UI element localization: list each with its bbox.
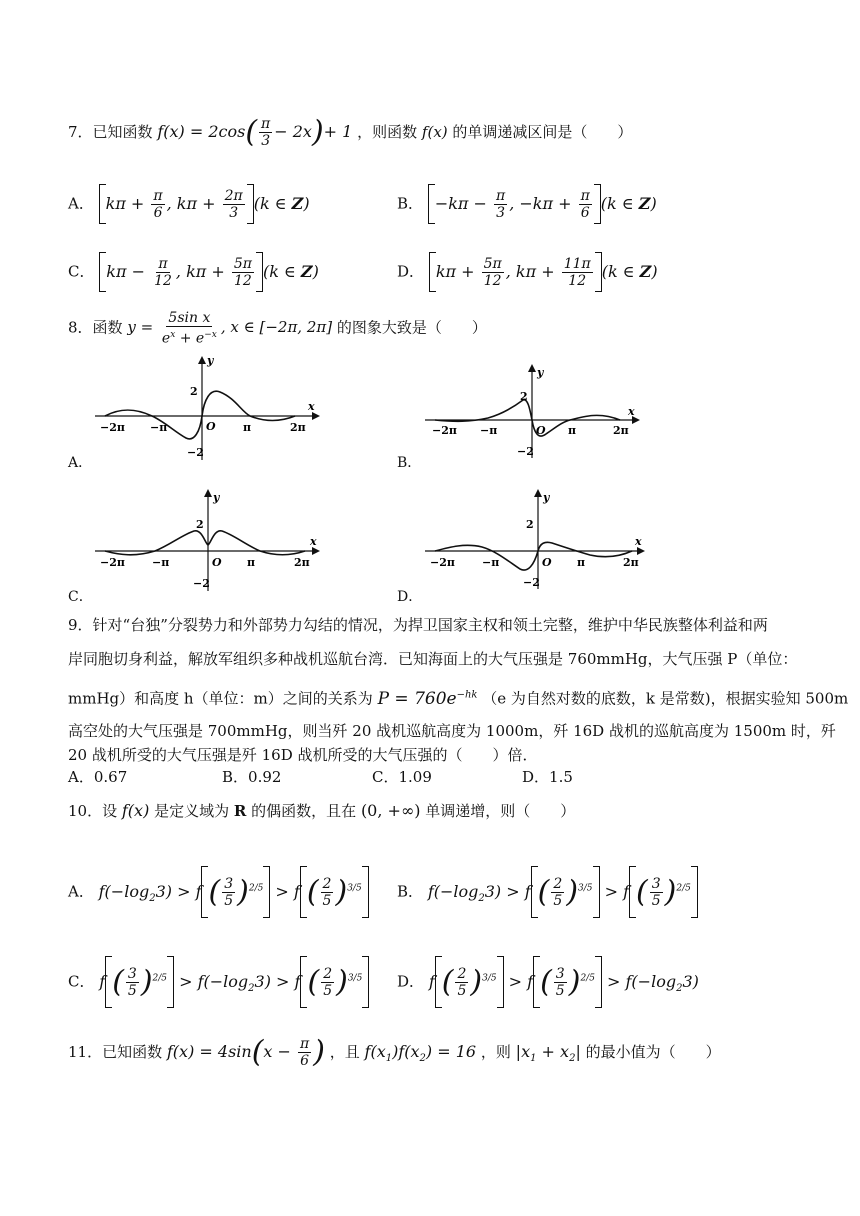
- option-label: D．: [397, 972, 425, 991]
- tick-pi: π: [577, 556, 586, 569]
- q9-option-a[interactable]: [68, 766, 127, 788]
- origin-label: O: [206, 420, 216, 433]
- tick-2: 2: [520, 390, 528, 403]
- q11-mid2: ，则: [480, 1043, 511, 1061]
- q10-option-d[interactable]: [397, 956, 699, 1008]
- q8-label-c[interactable]: C．: [68, 589, 93, 605]
- tick-pi: π: [243, 421, 252, 434]
- option-label: D．: [522, 768, 550, 786]
- tick-pi: π: [247, 556, 256, 569]
- q9-line-4: 高空处的大气压强是 700mmHg，则当歼 20 战机巡航高度为 1000m，歼 16D 战机的巡航高度为 1500m 时，歼: [68, 722, 836, 740]
- tick-negpi: −π: [152, 556, 170, 569]
- x-label: x: [635, 535, 642, 548]
- q10-interval: (0, +∞): [360, 801, 421, 820]
- q7-stem: [68, 116, 632, 149]
- q8-stem: [68, 310, 487, 347]
- q10-mid2: 的偶函数，且在: [251, 802, 357, 820]
- y-arrow-icon: [528, 364, 536, 372]
- q8-tail: 的图象大致是（ ）: [336, 318, 487, 337]
- q7-tail: ，则函数: [357, 123, 418, 141]
- q7-option-a[interactable]: [68, 184, 310, 224]
- option-text: 0.92: [248, 768, 282, 786]
- q9-line-5: 20 战机所受的大气压强是歼 16D 战机所受的大气压强的（ ）倍．: [68, 746, 538, 764]
- q8-number: 8．函数: [68, 318, 123, 337]
- tick-pi: π: [568, 424, 577, 437]
- tick-2pi: 2π: [290, 421, 306, 434]
- q7-option-a-formula: kπ + $\frac{\pi}{6}$ , kπ + $\frac{2\pi}{3}$ (k ∈ Z): [99, 194, 310, 213]
- q9-option-d[interactable]: [522, 766, 573, 788]
- curve: [435, 542, 632, 570]
- q10-mid: 是定义域为: [154, 802, 230, 820]
- y-label: y: [537, 366, 544, 379]
- tick-2pi: 2π: [613, 424, 629, 437]
- tick-negpi: −π: [150, 421, 168, 434]
- option-label: B．: [222, 768, 249, 786]
- q9-line-3: [68, 684, 848, 710]
- q10-option-a[interactable]: [68, 866, 369, 918]
- q10-option-b[interactable]: [397, 866, 698, 918]
- q7-tail3: 的单调递减区间是（ ）: [452, 123, 633, 141]
- option-label: C．: [372, 768, 399, 786]
- tick-2: 2: [196, 518, 204, 531]
- q9-option-c[interactable]: [372, 766, 432, 788]
- q8-graph-b[interactable]: [420, 358, 650, 463]
- option-text: 0.67: [93, 768, 128, 786]
- origin-label: O: [212, 556, 222, 569]
- q10-option-c-formula: f ( $\frac{3}{5}$ )$^{2/5} > f(-\log_23) > f$ ( $\frac{2}{5}$ )$^{3/5}$: [99, 972, 369, 991]
- q7-number: 7．已知函数: [68, 123, 153, 141]
- q10-R: R: [233, 802, 247, 820]
- y-arrow-icon: [534, 489, 542, 497]
- origin-label: O: [542, 556, 552, 569]
- q7-option-b-formula: −kπ − $\frac{\pi}{3}$ , −kπ + $\frac{\pi}{6}$ (k ∈ Z): [428, 194, 657, 213]
- option-label: A．: [68, 194, 94, 213]
- q7-func: f(x) = 2cos( $\frac{\pi}{3}$ − 2x)+ 1: [157, 114, 353, 150]
- q9-line-3b: （e 为自然对数的底数，k 是常数)，根据实验知 500m: [482, 689, 849, 708]
- q10-func: f(x): [121, 801, 150, 820]
- q8-graph-a[interactable]: [90, 350, 330, 465]
- q11-func: f(x) = 4sin(x − $\frac{\pi}{6}$ ): [166, 1034, 325, 1070]
- x-arrow-icon: [312, 412, 320, 420]
- option-label: A．: [68, 768, 94, 786]
- y-arrow-icon: [204, 489, 212, 497]
- tick-2pi: 2π: [294, 556, 310, 569]
- q9-line-1: 9．针对“台独”分裂势力和外部势力勾结的情况，为捍卫国家主权和领土完整，维护中华民族整体利益和两: [68, 616, 768, 634]
- q8-label-a[interactable]: A．: [68, 455, 93, 471]
- q11-tail: 的最小值为（ ）: [585, 1043, 721, 1061]
- x-arrow-icon: [637, 547, 645, 555]
- tick-2: 2: [526, 518, 534, 531]
- tick-negpi: −π: [480, 424, 498, 437]
- option-label: A．: [68, 882, 94, 901]
- q11-stem: [68, 1036, 721, 1070]
- q10-option-b-formula: $f(-\log_23) > f$ ( $\frac{2}{5}$ )$^{3/5}$ > f ( $\frac{3}{5}$ )$^{2/5}$: [428, 882, 698, 901]
- q7-option-d-formula: kπ + $\frac{5\pi}{12}$ , kπ + $\frac{11\pi}{12}$ (k ∈ Z): [429, 262, 658, 281]
- q10-option-d-formula: f ( $\frac{2}{5}$ )$^{3/5}$ > f ( $\frac{3}{5}$ )$^{2/5} > f(-\log_23)$: [429, 972, 699, 991]
- tick-neg2: −2: [517, 445, 534, 458]
- tick-neg2pi: −2π: [430, 556, 455, 569]
- x-label: x: [308, 400, 315, 413]
- q9-formula: $P = 760e^{-hk}$: [377, 688, 478, 709]
- q9-option-b[interactable]: [222, 766, 281, 788]
- y-label: y: [543, 491, 550, 504]
- q7-option-b[interactable]: [397, 184, 657, 224]
- tick-neg2pi: −2π: [100, 556, 125, 569]
- option-label: D．: [397, 262, 425, 281]
- option-label: B．: [397, 882, 424, 901]
- option-label: C．: [68, 972, 95, 991]
- q7-tail-func: f(x): [421, 123, 448, 141]
- y-label: y: [213, 491, 220, 504]
- q11-cond: $f(x_1)f(x_2) = 16$: [364, 1042, 477, 1065]
- q7-option-c-formula: kπ − $\frac{\pi}{12}$ , kπ + $\frac{5\pi}{12}$ (k ∈ Z): [99, 262, 319, 281]
- q9-line-3a: mmHg）和高度 h（单位：m）之间的关系为: [68, 689, 373, 708]
- tick-neg2pi: −2π: [432, 424, 457, 437]
- q8-graph-c[interactable]: [90, 483, 330, 598]
- x-arrow-icon: [312, 547, 320, 555]
- option-label: B．: [397, 194, 424, 213]
- q8-func: y = $\frac{\text{5sin x}}{e^x + e^{-x}}$ , x ∈ [−2π, 2π]: [127, 310, 333, 347]
- tick-neg2pi: −2π: [100, 421, 125, 434]
- q10-number: 10．设: [68, 802, 118, 820]
- tick-neg2: −2: [193, 577, 210, 590]
- origin-label: O: [536, 424, 546, 437]
- tick-neg2: −2: [187, 446, 204, 459]
- q11-mid: ，且: [329, 1043, 360, 1061]
- option-label: C．: [68, 262, 95, 281]
- q8-label-b[interactable]: B．: [397, 455, 422, 471]
- tick-2: 2: [190, 385, 198, 398]
- q7-option-c[interactable]: [68, 252, 319, 292]
- x-label: x: [628, 405, 635, 418]
- curve: [105, 391, 295, 439]
- y-arrow-icon: [198, 356, 206, 364]
- q10-option-a-formula: $f(-\log_23) > f$ ( $\frac{3}{5}$ )$^{2/5}$ > f ( $\frac{2}{5}$ )$^{3/5}$: [99, 882, 369, 901]
- curve: [435, 400, 620, 436]
- q9-line-2: 岸同胞切身利益，解放军组织多种战机巡航台湾．已知海面上的大气压强是 760mmHg，大气压强 P（单位：: [68, 650, 798, 668]
- q10-tail: 单调递增，则（ ）: [425, 802, 576, 820]
- x-label: x: [310, 535, 317, 548]
- tick-neg2: −2: [523, 576, 540, 589]
- q10-option-c[interactable]: [68, 956, 369, 1008]
- option-text: 1.5: [549, 768, 573, 786]
- q11-number: 11．已知函数: [68, 1043, 163, 1061]
- tick-2pi: 2π: [623, 556, 639, 569]
- q8-graph-d[interactable]: [420, 483, 655, 593]
- q8-label-d[interactable]: D．: [397, 589, 423, 605]
- q11-abs: $|x_1 + x_2|$: [515, 1042, 581, 1065]
- y-label: y: [207, 354, 214, 367]
- q10-stem: [68, 800, 575, 822]
- tick-negpi: −π: [482, 556, 500, 569]
- q7-option-d[interactable]: [397, 252, 658, 292]
- option-text: 1.09: [398, 768, 432, 786]
